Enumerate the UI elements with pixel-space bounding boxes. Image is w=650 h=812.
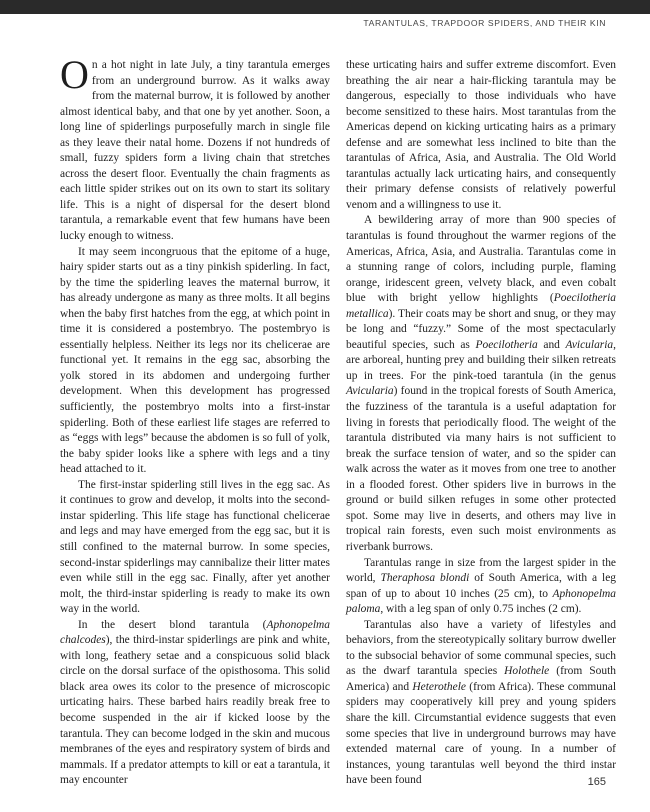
left-paragraph-1: On a hot night in late July, a tiny tarantula emerges from an underground burrow. As it walks away from the maternal burrow, it is followed by another almost identical baby, and that one by yet another. Soon, a long line of spiderlings purposefully march in single file as they leave their natal home. Dozens if not hundreds of small, fuzzy spiders form a living chain that stretches across the desert floor. Eventually the chain fragments as each little spider strikes out on its own to start its solitary life. This is a night of dispersal for the desert blond tarantula, a remarkable event that few humans have been lucky enough to witness.: [60, 52, 330, 243]
right-paragraph-1: these urticating hairs and suffer extreme discomfort. Even breathing the air near a hair-flicking tarantula may be dangerous, especially to those individuals who have become sensitized to these hairs. Most tarantulas from the Americas depend on kicking urticating hairs as a primary defense and are somewhat less inclined to bite than the tarantulas of Africa, Asia, and Australia. The Old World tarantulas actually lack urticating hairs, and consequently their primary defense consists of relatively powerful venom and a willingness to use it.: [346, 59, 616, 211]
left-paragraph-3: The first-instar spiderling still lives in the egg sac. As it continues to grow and develop, it molts into the second-instar spiderling. This life stage has functional chelicerae and legs and may have emerged from the egg sac, but it is still confined to the maternal burrow. In some species, second-instar spiderlings may cannibalize their litter mates even while still in the egg sac. Finally, after yet another molt, the third-instar spiderling is ready to make its own way in the world.: [60, 478, 330, 616]
genus-name: Poecilotheria: [475, 338, 538, 351]
left-paragraph-4: In the desert blond tarantula (Aphonopelma chalcodes), the third-instar spiderlings are pink and white, with long, feathery setae and a conspicuous solid black circle on the dorsal surface of the opisthosoma. This solid black area owes its color to the presence of microscopic urticating hairs. These barbed hairs readily break free to become suspended in the air if kicked loose by the tarantula. They can become lodged in the skin and mucous membranes of the eyes and respiratory system of birds and mammals. If a predator attempts to kill or eat a tarantula, it may encounter: [60, 618, 330, 787]
left-paragraph-2: It may seem incongruous that the epitome of a huge, hairy spider starts out as a tiny pinkish spiderling. In fact, by the time the spiderling leaves the maternal burrow, it has already undergone as many as three molts. It all begins when the baby first hatches from the egg, at which point in time it is considered a postembryo. The postembryo is essentially helpless. Neither its legs nor its chelicerae are functional yet. It remains in the egg sac, absorbing the yolk stored in its abdomen and undergoing further development. When this development has progressed sufficiently, the postembryo molts into a first-instar spiderling. Both of these earliest life stages are referred to as “eggs with legs” because the abdomen is so full of yolk, the baby spider looks like a sphere with legs and a tiny head attached to it.: [60, 245, 330, 476]
genus-name: Heterothele: [412, 680, 466, 693]
running-head: TARANTULAS, TRAPDOOR SPIDERS, AND THEIR KIN: [363, 18, 606, 28]
right-paragraph-2: A bewildering array of more than 900 species of tarantulas is found throughout the warmer regions of the Americas, Africa, Asia, and Australia. Tarantulas come in a stunning range of colors, including purple, flaming orange, iridescent green, velvety black, and even cobalt blue with bright yellow highlights (Poecilotheria metallica). Their coats may be short and snug, or they may be long and “fuzzy.” Some of the most spectacularly beautiful species, such as Poecilotheria and Avicularia, are arboreal, hunting prey and building their silken retreats up in trees. For the pink-toed tarantula (in the genus Avicularia) found in the tropical forests of South America, the fuzziness of the tarantula is a useful adaptation for living in forests that periodically flood. The weight of the tarantula distributed via many hairs is not sufficient to break the surface tension of water, and so the spider can walk across the water as it moves from one tree to another in a flooded forest. Other spiders live in burrows in the ground or build silken refuges in some other protected spot. Some may live in deserts, and others may live in tropical rain forests, even such moist environments as riverbank burrows.: [346, 214, 617, 553]
page-number: 165: [587, 776, 606, 788]
genus-name: Avicularia: [565, 338, 614, 351]
header-rule: [0, 0, 650, 14]
right-column: [346, 58, 616, 789]
species-name: Poecilotheria metallica: [346, 292, 616, 320]
right-paragraph-4: Tarantulas also have a variety of lifestyles and behaviors, from the stereotypically solitary burrow dweller to the subsocial behavior of some communal species, such as the dwarf tarantula species Holothele (from South America) and Heterothele (from Africa). These communal spiders may cooperatively kill prey and young spiders share the kill. Circumstantial evidence suggests that even some species that live in underground burrows may have extended maternal care of young. In a number of instances, young tarantulas well beyond the third instar have been found: [346, 618, 617, 787]
species-name: Theraphosa blondi: [380, 572, 470, 585]
right-paragraph-3: Tarantulas range in size from the largest spider in the world, Theraphosa blondi of South America, with a leg span of up to about 10 inches (25 cm), to Aphonopelma paloma, with a leg span of only 0.75 inches (2 cm).: [346, 556, 616, 616]
drop-cap: O: [60, 52, 89, 97]
genus-name: Holothele: [504, 665, 550, 678]
left-column: [60, 52, 330, 789]
species-name: Aphonopelma paloma: [346, 587, 616, 616]
species-name: Aphonopelma chalcodes: [60, 618, 330, 647]
genus-name: Avicularia: [346, 385, 394, 398]
